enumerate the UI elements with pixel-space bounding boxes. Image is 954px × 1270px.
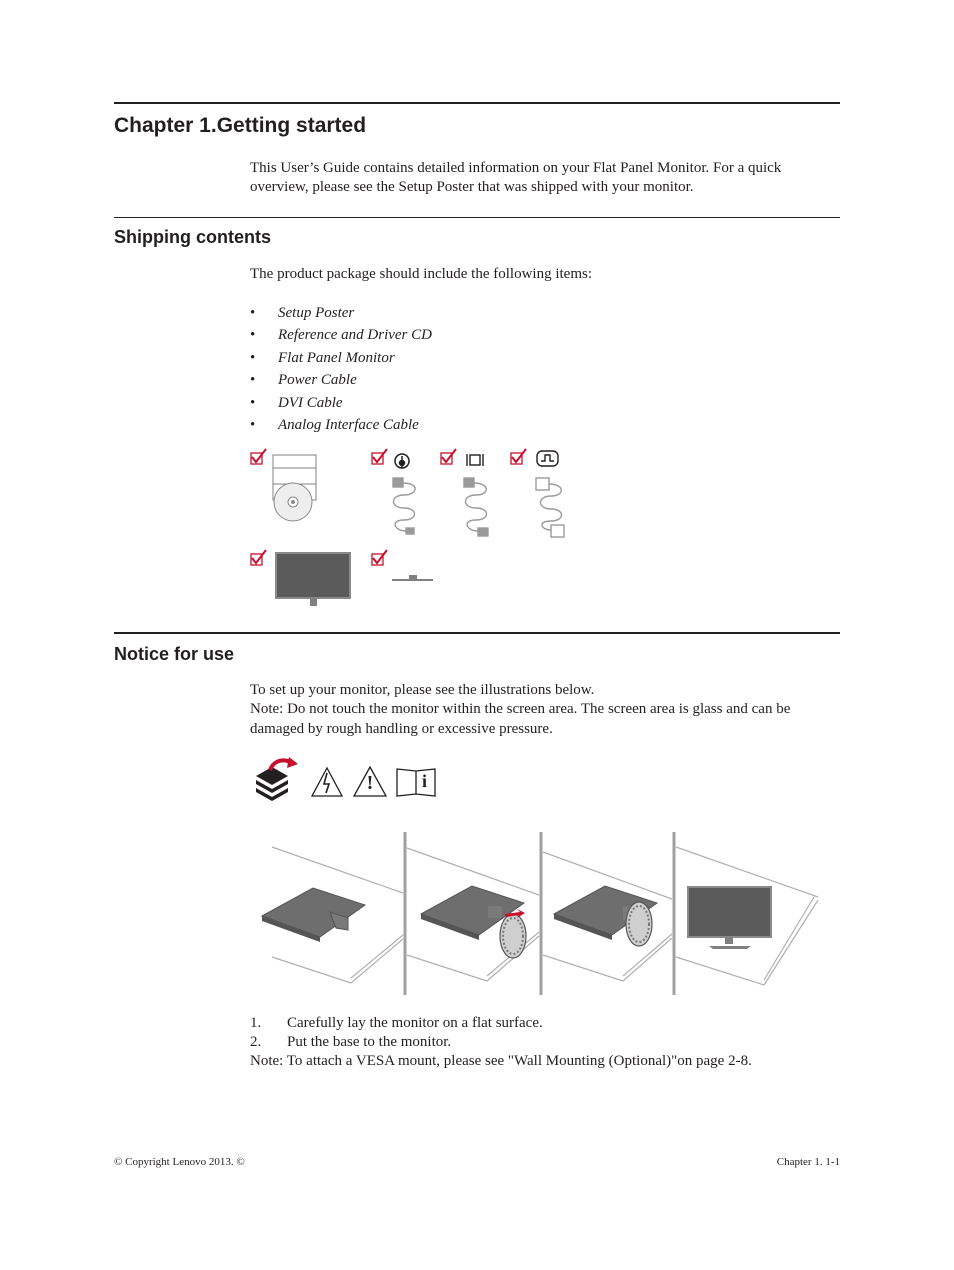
shipping-heading: Shipping contents <box>114 227 271 247</box>
power-plug-icon <box>395 454 409 468</box>
item-analog-cable: Analog Interface Cable <box>278 416 419 433</box>
analog-cable-icon <box>536 478 564 537</box>
intro-line-2: overview, please see the Setup Poster that was shipped with your monitor. <box>250 179 694 195</box>
power-cable-icon <box>393 478 415 534</box>
monitor-icon <box>276 553 350 606</box>
list-item: • DVI Cable <box>250 394 343 411</box>
shipping-rule <box>114 217 840 218</box>
monitor-face-down-with-base-attached <box>554 886 657 946</box>
notice-rule <box>114 632 840 634</box>
read-manual-icon: i <box>396 766 436 797</box>
stand-base-icon <box>392 575 433 580</box>
step-1-number: 1. <box>250 1015 262 1031</box>
shipping-lead: The product package should include the following items: <box>250 266 592 282</box>
item-power-cable: Power Cable <box>278 372 357 389</box>
list-item: • Reference and Driver CD <box>250 327 432 344</box>
list-item: • Power Cable <box>250 372 357 389</box>
notice-heading: Notice for use <box>114 644 235 664</box>
setup-poster-icon <box>273 455 316 500</box>
checkbox-icon <box>251 449 526 565</box>
electric-shock-warning-icon <box>312 768 342 796</box>
panel-dividers <box>405 832 674 995</box>
dvi-cable-icon <box>464 478 488 536</box>
notice-line-2: Note: Do not touch the monitor within the screen area. The screen area is glass and can be <box>250 701 791 717</box>
list-item: • Flat Panel Monitor <box>250 349 395 366</box>
monitor-upright <box>688 887 771 949</box>
step-2-number: 2. <box>250 1034 262 1050</box>
vga-port-icon <box>537 451 558 466</box>
list-item: • Setup Poster <box>250 305 355 321</box>
item-monitor: Flat Panel Monitor <box>278 349 395 366</box>
step-1-text: Carefully lay the monitor on a flat surface. <box>287 1015 543 1031</box>
notice-line-3: damaged by rough handling or excessive pressure. <box>250 721 553 737</box>
table-surface <box>272 847 818 985</box>
item-dvi-cable: DVI Cable <box>278 394 343 411</box>
cd-icon <box>274 483 312 521</box>
chapter-title: Chapter 1.Getting started <box>114 114 367 137</box>
dvi-port-icon <box>467 454 483 466</box>
monitor-face-down <box>262 888 365 942</box>
notice-line-1: To set up your monitor, please see the illustrations below. <box>250 682 595 698</box>
footer-page-number: Chapter 1. 1-1 <box>776 1156 840 1168</box>
item-reference-cd: Reference and Driver CD <box>278 327 432 344</box>
footer-copyright: © Copyright Lenovo 2013. © <box>114 1156 245 1168</box>
list-item: • Analog Interface Cable <box>250 416 419 433</box>
item-setup-poster: Setup Poster <box>278 305 355 321</box>
shipping-items-list <box>250 302 432 436</box>
caution-icon: ! <box>353 765 387 797</box>
vesa-note: Note: To attach a VESA mount, please see "Wall Mounting (Optional)"on page 2-8. <box>250 1053 752 1069</box>
step-2-text: Put the base to the monitor. <box>287 1034 452 1050</box>
unpack-box-icon <box>256 757 298 801</box>
intro-line-1: This User’s Guide contains detailed information on your Flat Panel Monitor. For a quick <box>250 160 782 176</box>
chapter-top-rule <box>114 102 840 104</box>
monitor-face-down-with-base-arrow <box>421 886 526 958</box>
